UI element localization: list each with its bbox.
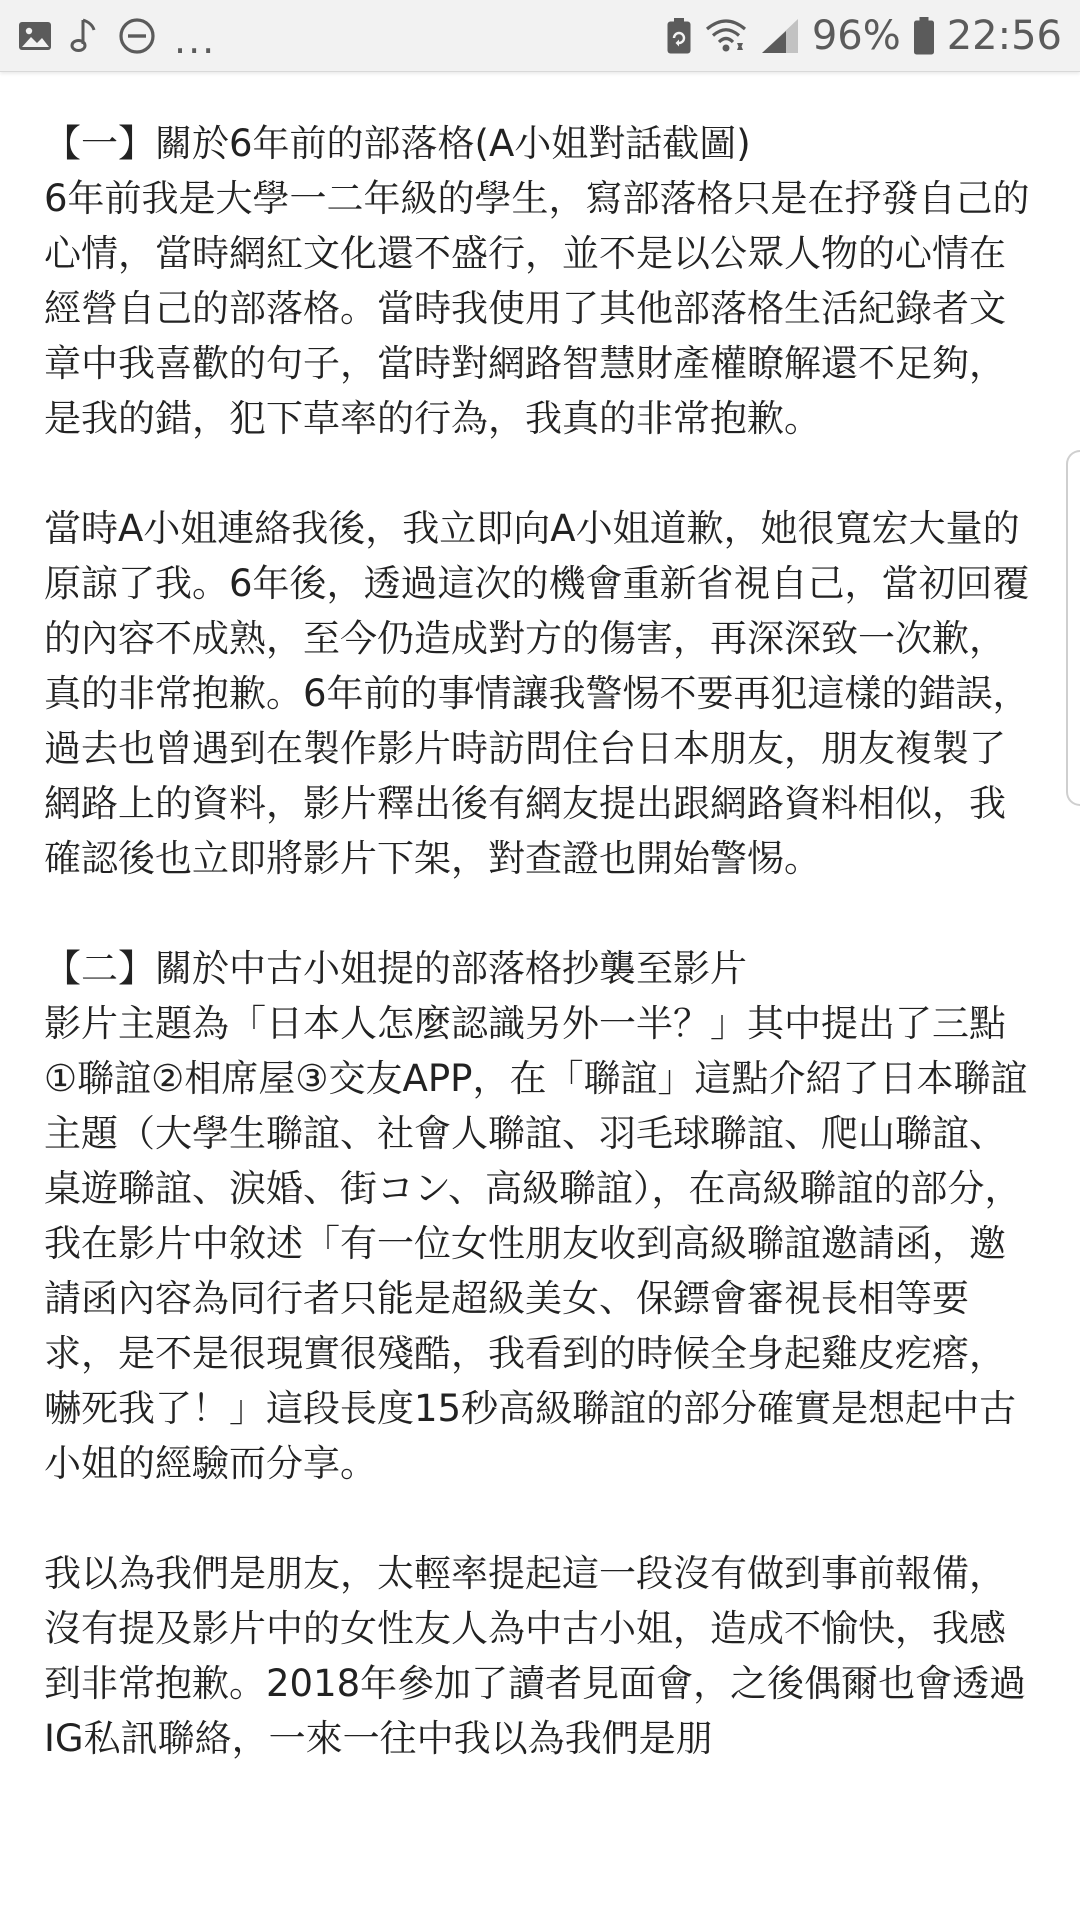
status-bar-right <box>666 0 1062 71</box>
cellular-signal-icon <box>760 17 800 55</box>
battery-saver-icon <box>666 17 692 55</box>
paragraph-spacer <box>44 1491 1034 1546</box>
paragraph-1-1: 6年前我是大學一二年級的學生，寫部落格只是在抒發自己的心情，當時網紅文化還不盛行，並不是以公眾人物的心情在經營自己的部落格。當時我使用了其他部落格生活紀錄者文章中我喜歡的句子，當時對網路智慧財產權瞭解還不足夠，是我的錯，犯下草率的行為，我真的非常抱歉。 <box>44 177 1030 440</box>
battery-icon <box>913 16 935 56</box>
paragraph-2-1: 影片主題為「日本人怎麼認識另外一半？」其中提出了三點①聯誼②相席屋③交友APP，在「聯誼」這點介紹了日本聯誼主題（大學生聯誼、社會人聯誼、羽毛球聯誼、爬山聯誼、桌遊聯誼、涙婚、街コン、高級聯誼），在高級聯誼的部分，我在影片中敘述「有一位女性朋友收到高級聯誼邀請函，邀請函內容為同行者只能是超級美女、保鏢會審視長相等要求，是不是很現實很殘酷，我看到的時候全身起雞皮疙瘩，嚇死我了！」這段長度15秒高級聯誼的部分確實是想起中古小姐的經驗而分享。 <box>44 1002 1028 1485</box>
battery-percentage: 96% <box>811 12 901 59</box>
section-title-2: 【二】關於中古小姐提的部落格抄襲至影片 <box>44 947 747 990</box>
section-title-1: 【一】關於6年前的部落格(A小姐對話截圖) <box>44 122 751 165</box>
music-note-icon <box>70 18 100 54</box>
edge-scroll-handle[interactable] <box>1066 450 1080 806</box>
status-bar <box>0 0 1080 72</box>
do-not-disturb-icon <box>118 17 156 55</box>
paragraph-2-2: 我以為我們是朋友，太輕率提起這一段沒有做到事前報備，沒有提及影片中的女性友人為中古小姐，造成不愉快，我感到非常抱歉。2018年參加了讀者見面會，之後偶爾也會透過IG私訊聯絡，一來一往中我以為我們是朋 <box>44 1552 1027 1760</box>
more-notifications-indicator: ... <box>174 17 217 62</box>
wifi-icon <box>704 16 748 56</box>
paragraph-1-2: 當時A小姐連絡我後，我立即向A小姐道歉，她很寬宏大量的原諒了我。6年後，透過這次的機會重新省視自己，當初回覆的內容不成熟，至今仍造成對方的傷害，再深深致一次歉，真的非常抱歉。6年前的事情讓我警惕不要再犯這樣的錯誤，過去也曾遇到在製作影片時訪問住台日本朋友，朋友複製了網路上的資料，影片釋出後有網友提出跟網路資料相似，我確認後也立即將影片下架，對查證也開始警惕。 <box>44 507 1030 880</box>
clock: 22:56 <box>946 12 1062 59</box>
article-content[interactable] <box>44 116 1034 1766</box>
paragraph-spacer <box>44 886 1034 941</box>
paragraph-spacer <box>44 446 1034 501</box>
gallery-icon <box>18 19 52 53</box>
status-bar-left <box>18 0 216 71</box>
